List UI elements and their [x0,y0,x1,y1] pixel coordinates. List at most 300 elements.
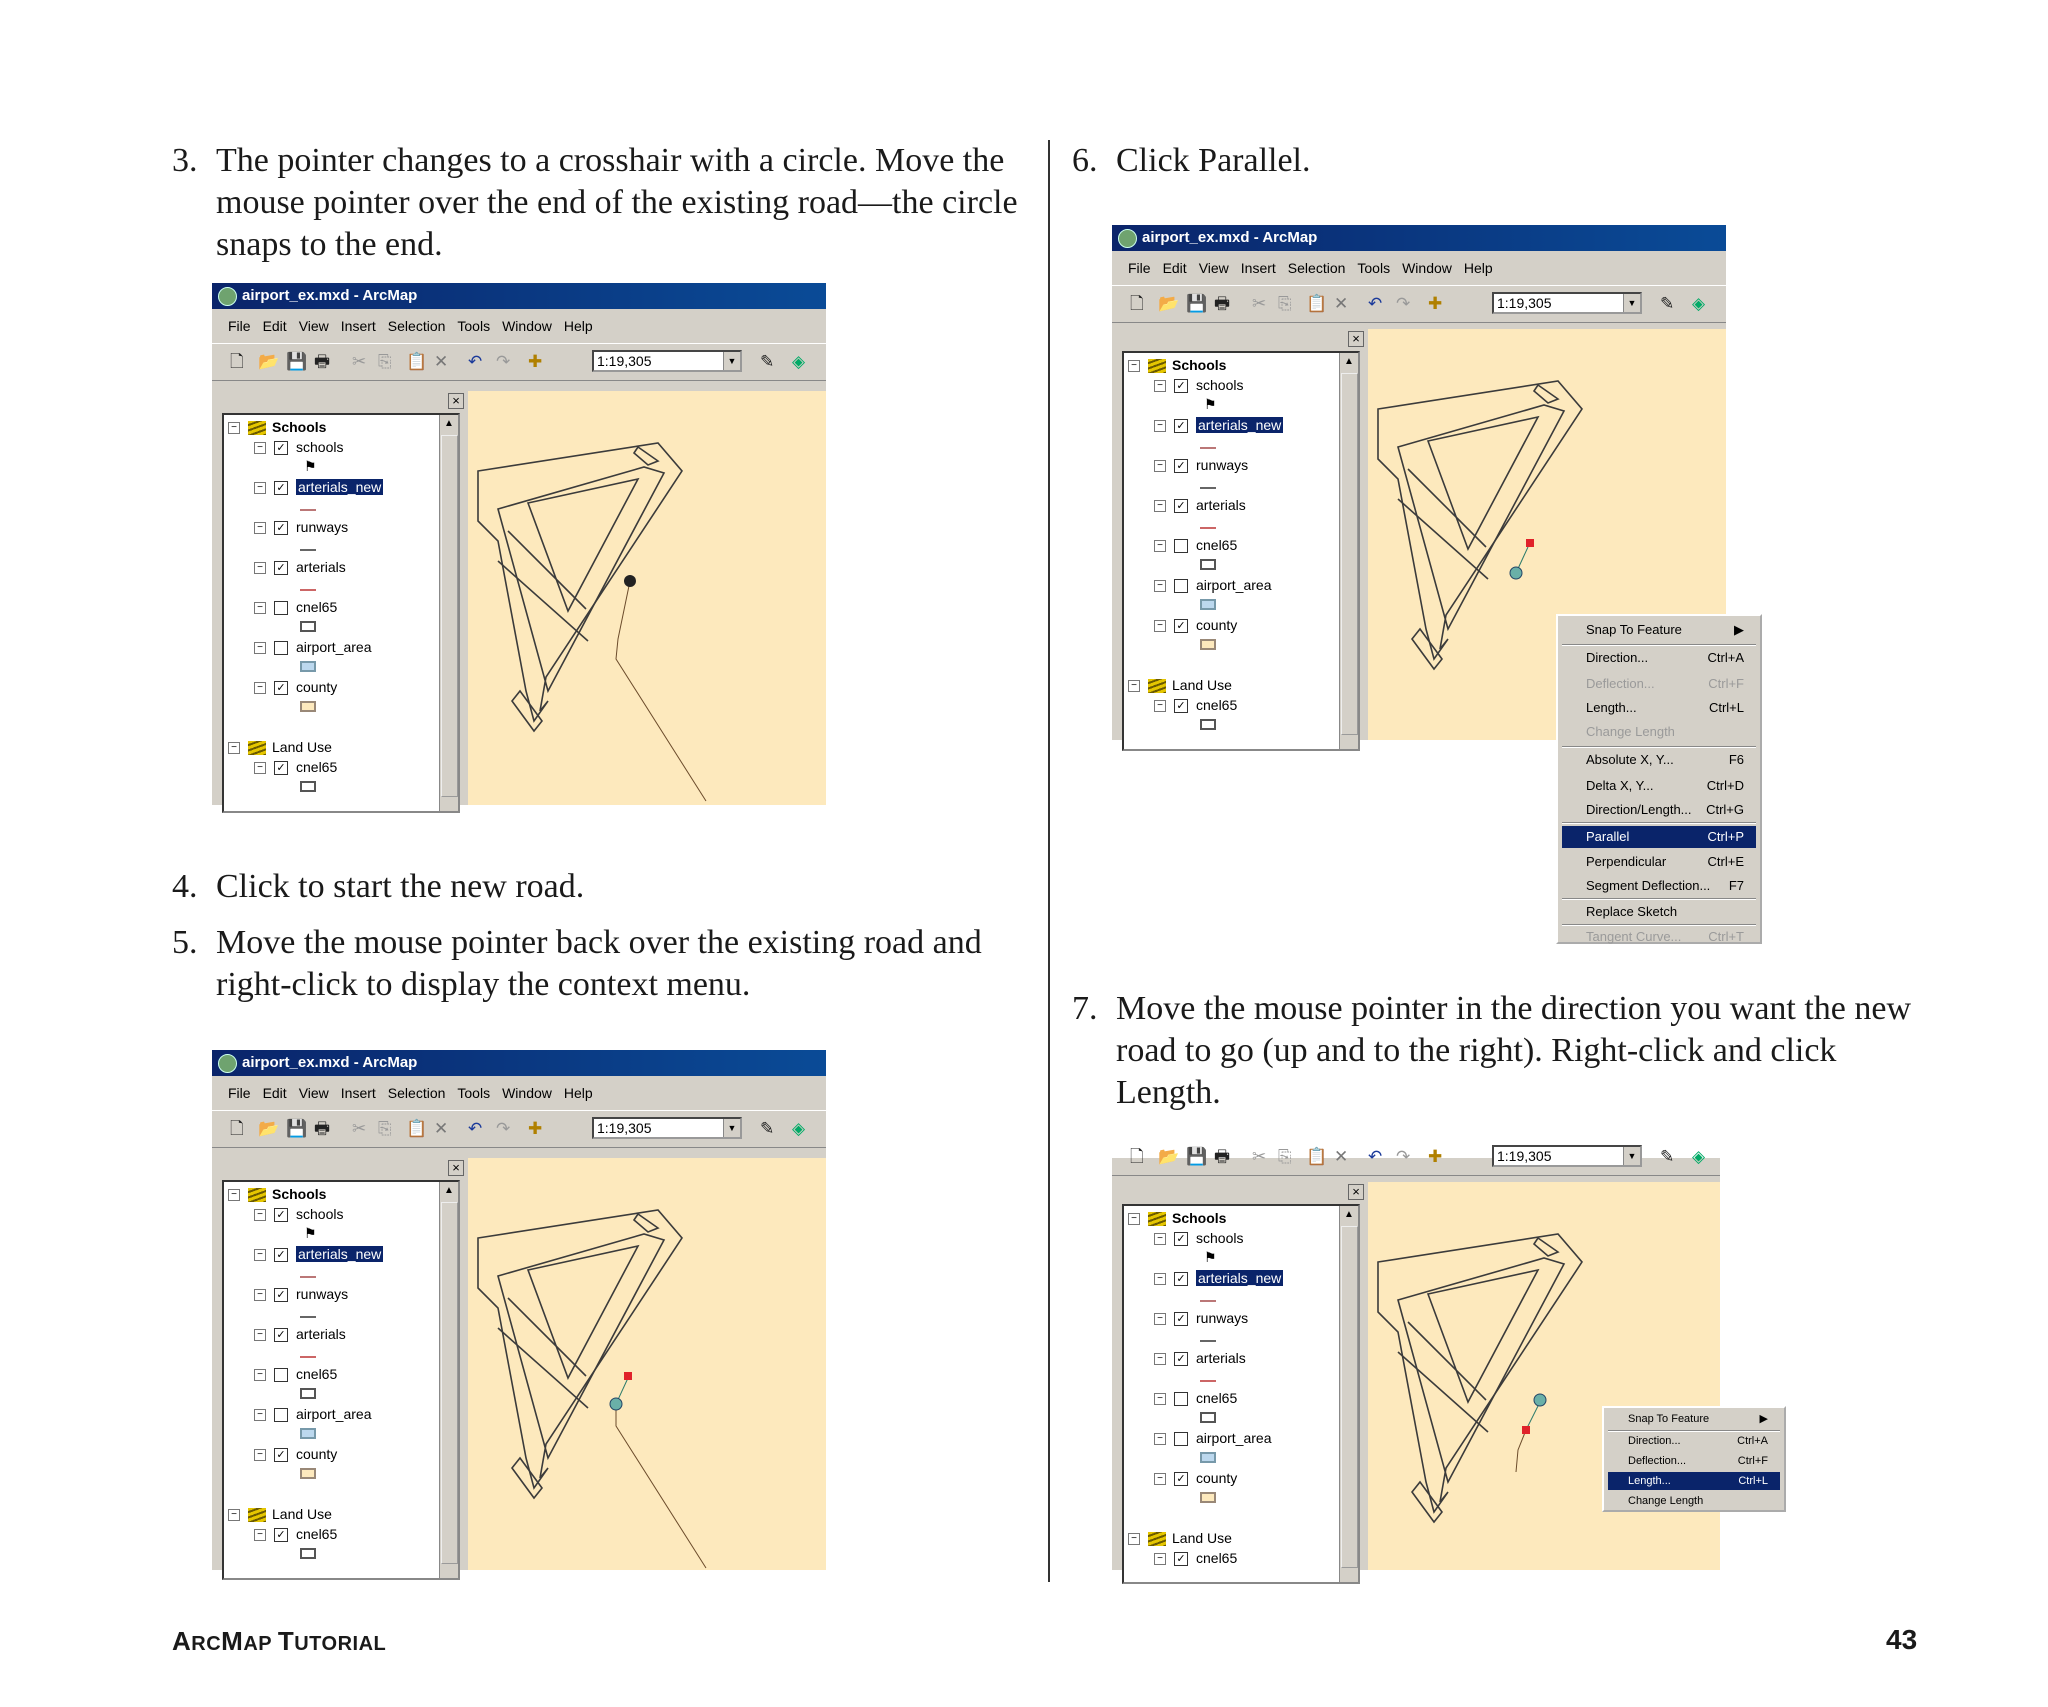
line-symbol [300,509,316,511]
layer-checkbox[interactable]: ✓ [274,1288,288,1302]
paste-icon[interactable]: 📋 [406,352,428,371]
layer-cnel65-landuse[interactable]: cnel65 [296,759,338,775]
layer-county[interactable]: county [1196,617,1238,633]
menu-tools[interactable]: Tools [457,318,491,334]
collapse-icon[interactable]: − [1154,1473,1166,1485]
collapse-icon[interactable]: − [254,482,266,494]
line-symbol [300,1316,316,1318]
menu-tools[interactable]: Tools [457,1085,491,1101]
collapse-icon[interactable]: − [1154,1313,1166,1325]
collapse-icon[interactable]: − [1154,1553,1166,1565]
menu-selection[interactable]: Selection [387,1085,446,1101]
menu-item-delta-xy[interactable]: Delta X, Y... Ctrl+D [1586,778,1744,793]
menu-help[interactable]: Help [563,318,593,334]
layer-cnel65[interactable]: cnel65 [296,599,338,615]
menu-item-change-length[interactable]: Change Length [1628,1495,1704,1507]
add-data-icon[interactable]: ✚ [1428,294,1443,313]
layer-cnel65[interactable]: cnel65 [1196,537,1238,553]
menu-bar [212,1078,826,1108]
layer-runways[interactable]: runways [1196,457,1249,473]
column-divider [1048,140,1050,1582]
map-scale-box[interactable]: 1:19,305 ▼ [1492,292,1642,314]
menu-item-direction-length[interactable]: Direction/Length... Ctrl+G [1586,802,1744,817]
layer-arterials[interactable]: arterials [296,1326,346,1342]
collapse-icon[interactable]: − [1128,680,1140,692]
delete-icon[interactable]: ✕ [1334,294,1349,313]
arctoolbox-icon[interactable]: ◈ [792,1119,806,1138]
collapse-icon[interactable]: − [1154,500,1166,512]
layer-checkbox[interactable]: ✓ [274,1328,288,1342]
line-symbol [1200,1300,1216,1302]
layer-airport-area[interactable]: airport_area [1196,1430,1272,1446]
layer-runways[interactable]: runways [296,1286,349,1302]
line-symbol [1200,527,1216,529]
print-icon[interactable]: 🖶 [314,352,331,371]
school-flag-icon: ⚑ [304,1225,317,1241]
line-symbol [300,1276,316,1278]
layer-group-icon [1148,1532,1166,1546]
open-icon[interactable]: 📂 [258,352,280,371]
layer-checkbox[interactable] [274,1408,288,1422]
layer-checkbox[interactable]: ✓ [1174,1552,1188,1566]
toc-close-icon[interactable]: × [1348,331,1364,347]
map-scale-box[interactable]: 1:19,305 ▼ [592,350,742,372]
menu-item-length[interactable]: Length... Ctrl+L [1586,700,1744,715]
menu-item-replace-sketch[interactable]: Replace Sketch [1586,904,1678,919]
menu-window[interactable]: Window [502,318,552,334]
standard-toolbar [1112,285,1726,323]
page-number: 43 [1886,1624,1918,1655]
polygon-symbol [300,661,316,672]
save-icon[interactable]: 💾 [286,352,308,371]
new-icon[interactable]: 🗋 [1130,1147,1144,1166]
scroll-thumb[interactable] [441,1202,458,1564]
editor-toolbar-icon[interactable]: ✎ [1660,1147,1675,1166]
collapse-icon[interactable]: − [254,762,266,774]
school-flag-icon: ⚑ [304,458,317,474]
menu-help[interactable]: Help [563,1085,593,1101]
arcmap-icon [1118,229,1137,248]
toc-scrollbar[interactable] [439,1182,458,1578]
collapse-icon[interactable]: − [254,1209,266,1221]
menu-file[interactable]: File [1128,260,1151,276]
menu-help[interactable]: Help [1463,260,1493,276]
map-scale-box[interactable]: 1:19,305 ▼ [1492,1145,1642,1167]
step-6-text: Click Parallel. [1116,142,1311,179]
menu-item-perpendicular[interactable]: Perpendicular Ctrl+E [1586,854,1744,869]
standard-toolbar [1112,1138,1720,1176]
collapse-icon[interactable]: − [1154,700,1166,712]
layer-cnel65-landuse[interactable]: cnel65 [1196,697,1238,713]
paste-icon[interactable]: 📋 [406,1119,428,1138]
menu-file[interactable]: File [228,1085,251,1101]
menu-separator [1562,644,1756,646]
cut-icon[interactable]: ✂ [352,352,367,371]
paste-icon[interactable]: 📋 [1306,1147,1328,1166]
menu-separator [1562,746,1756,748]
layer-checkbox[interactable]: ✓ [1174,619,1188,633]
menu-separator [1562,924,1756,926]
group-schools[interactable]: Schools [1172,1210,1227,1226]
arcmap-window-step7 [1112,1147,1768,1570]
group-schools[interactable]: Schools [272,419,327,435]
print-icon[interactable]: 🖶 [1214,294,1231,313]
group-land-use[interactable]: Land Use [272,1506,332,1522]
layer-arterials-new[interactable]: arterials_new [298,1246,382,1262]
collapse-icon[interactable]: − [228,1509,240,1521]
group-schools[interactable]: Schools [272,1186,327,1202]
collapse-icon[interactable]: − [228,422,240,434]
redo-icon[interactable]: ↷ [496,1119,511,1138]
polygon-symbol [300,1548,316,1559]
layer-group-icon [248,1508,266,1522]
toc-scrollbar[interactable] [439,415,458,811]
collapse-icon[interactable]: − [254,602,266,614]
arctoolbox-icon[interactable]: ◈ [1692,294,1706,313]
menu-edit[interactable]: Edit [1162,260,1187,276]
collapse-icon[interactable]: − [254,1369,266,1381]
menu-edit[interactable]: Edit [262,318,287,334]
layer-group-icon [1148,679,1166,693]
new-icon[interactable]: 🗋 [1130,294,1144,313]
layer-county[interactable]: county [1196,1470,1238,1486]
collapse-icon[interactable]: − [1154,540,1166,552]
line-symbol [1200,487,1216,489]
cut-icon[interactable]: ✂ [352,1119,367,1138]
table-of-contents [1122,351,1360,751]
collapse-icon[interactable]: − [254,1449,266,1461]
layer-airport-area[interactable]: airport_area [1196,577,1272,593]
map-scale-box[interactable]: 1:19,305 ▼ [592,1117,742,1139]
polygon-symbol [1200,559,1216,570]
layer-checkbox[interactable] [1174,579,1188,593]
layer-cnel65-landuse[interactable]: cnel65 [1196,1550,1238,1566]
menu-item-segment-deflection[interactable]: Segment Deflection... F7 [1586,878,1744,893]
layer-cnel65[interactable]: cnel65 [296,1366,338,1382]
layer-checkbox[interactable]: ✓ [1174,1272,1188,1286]
menu-view[interactable]: View [298,318,329,334]
layer-checkbox[interactable] [274,601,288,615]
sketch-vertex-icon [1526,539,1534,547]
menu-item-length[interactable]: Length... Ctrl+L [1608,1472,1780,1490]
collapse-icon[interactable]: − [1154,1273,1166,1285]
editor-toolbar-icon[interactable]: ✎ [760,1119,775,1138]
redo-icon[interactable]: ↷ [1396,294,1411,313]
title-bar: airport_ex.mxd - ArcMap [212,283,826,309]
layer-checkbox[interactable]: ✓ [1174,1472,1188,1486]
layer-runways[interactable]: runways [296,519,349,535]
add-data-icon[interactable]: ✚ [528,352,543,371]
layer-checkbox[interactable]: ✓ [274,1248,288,1262]
delete-icon[interactable]: ✕ [434,1119,449,1138]
toc-close-icon[interactable]: × [448,1160,464,1176]
menu-item-change-length[interactable]: Change Length [1586,724,1675,739]
table-of-contents [222,413,460,813]
layer-county[interactable]: county [296,679,338,695]
layer-checkbox[interactable]: ✓ [274,1528,288,1542]
collapse-icon[interactable]: − [1154,620,1166,632]
layer-checkbox[interactable]: ✓ [274,1448,288,1462]
menu-insert[interactable]: Insert [1240,260,1276,276]
title-bar: airport_ex.mxd - ArcMap [212,1050,826,1076]
line-symbol [300,1356,316,1358]
menu-edit[interactable]: Edit [262,1085,287,1101]
print-icon[interactable]: 🖶 [1214,1147,1231,1166]
collapse-icon[interactable]: − [228,742,240,754]
layer-schools[interactable]: schools [296,439,344,455]
collapse-icon[interactable]: − [1154,580,1166,592]
menu-tools[interactable]: Tools [1357,260,1391,276]
paste-icon[interactable]: 📋 [1306,294,1328,313]
collapse-icon[interactable]: − [254,1249,266,1261]
layer-arterials[interactable]: arterials [1196,497,1246,513]
collapse-icon[interactable]: − [254,1289,266,1301]
standard-toolbar [212,343,826,381]
collapse-icon[interactable]: − [228,1189,240,1201]
collapse-icon[interactable]: − [1154,420,1166,432]
redo-icon[interactable]: ↷ [496,352,511,371]
layer-group-icon [1148,1212,1166,1226]
scroll-thumb[interactable] [441,435,458,797]
step-4-text: Click to start the new road. [216,868,585,905]
copy-icon[interactable]: ⎘ [378,352,392,371]
layer-county[interactable]: county [296,1446,338,1462]
cut-icon[interactable]: ✂ [1252,294,1267,313]
step-5-text: Move the mouse pointer back over the existing road and right-click to display the context menu. [216,924,982,1003]
layer-airport-area[interactable]: airport_area [296,1406,372,1422]
delete-icon[interactable]: ✕ [1334,1147,1349,1166]
layer-checkbox[interactable]: ✓ [1174,379,1188,393]
scroll-up-icon[interactable]: ▲ [1344,1209,1354,1220]
polygon-symbol [1200,1452,1216,1463]
chevron-down-icon[interactable]: ▼ [1623,1147,1640,1165]
collapse-icon[interactable]: − [1154,1433,1166,1445]
menu-separator [1562,898,1756,900]
collapse-icon[interactable]: − [1128,1213,1140,1225]
undo-icon[interactable]: ↶ [1368,1147,1383,1166]
print-icon[interactable]: 🖶 [314,1119,331,1138]
school-flag-icon: ⚑ [1204,1249,1217,1265]
step-4: 4. Click to start the new road. [172,866,1022,908]
layer-arterials-new[interactable]: arterials_new [298,479,382,495]
layer-arterials-new[interactable]: arterials_new [1198,417,1282,433]
group-land-use[interactable]: Land Use [1172,677,1232,693]
layer-group-icon [248,1188,266,1202]
menu-window[interactable]: Window [502,1085,552,1101]
arcmap-icon [218,287,237,306]
collapse-icon[interactable]: − [254,1329,266,1341]
menu-selection[interactable]: Selection [1287,260,1346,276]
collapse-icon[interactable]: − [1154,1233,1166,1245]
map-display[interactable] [468,391,826,805]
layer-arterials-new[interactable]: arterials_new [1198,1270,1282,1286]
menu-item-direction[interactable]: Direction... Ctrl+A [1628,1435,1768,1447]
toc-close-icon[interactable]: × [448,393,464,409]
collapse-icon[interactable]: − [254,562,266,574]
table-of-contents [1122,1204,1360,1584]
new-icon[interactable]: 🗋 [230,352,244,371]
menu-view[interactable]: View [1198,260,1229,276]
editor-toolbar-icon[interactable]: ✎ [1660,294,1675,313]
menu-item-tangent-curve[interactable]: Tangent Curve... Ctrl+T [1586,929,1744,944]
add-data-icon[interactable]: ✚ [1428,1147,1443,1166]
collapse-icon[interactable]: − [254,522,266,534]
collapse-icon[interactable]: − [1128,1533,1140,1545]
line-symbol [300,549,316,551]
chevron-down-icon[interactable]: ▼ [723,352,740,370]
layer-checkbox[interactable]: ✓ [1174,499,1188,513]
layer-checkbox[interactable] [274,1368,288,1382]
polygon-symbol [1200,639,1216,650]
layer-checkbox[interactable]: ✓ [274,1208,288,1222]
layer-checkbox[interactable]: ✓ [274,441,288,455]
group-land-use[interactable]: Land Use [272,739,332,755]
save-icon[interactable]: 💾 [286,1119,308,1138]
layer-checkbox[interactable]: ✓ [1174,1232,1188,1246]
menu-file[interactable]: File [228,318,251,334]
polygon-symbol [300,1388,316,1399]
polygon-symbol [1200,1492,1216,1503]
cut-icon[interactable]: ✂ [1252,1147,1267,1166]
line-symbol [1200,1340,1216,1342]
menu-window[interactable]: Window [1402,260,1452,276]
copy-icon[interactable]: ⎘ [1278,1147,1292,1166]
toc-close-icon[interactable]: × [1348,1184,1364,1200]
arctoolbox-icon[interactable]: ◈ [792,352,806,371]
menu-selection[interactable]: Selection [387,318,446,334]
chevron-down-icon[interactable]: ▼ [723,1119,740,1137]
layer-checkbox[interactable]: ✓ [274,521,288,535]
layer-checkbox[interactable] [1174,1392,1188,1406]
layer-group-icon [248,741,266,755]
save-icon[interactable]: 💾 [1186,1147,1208,1166]
layer-runways[interactable]: runways [1196,1310,1249,1326]
step-5: 5. Move the mouse pointer back over the existing road and right-click to display the context menu. [172,922,1022,1006]
layer-checkbox[interactable]: ✓ [274,681,288,695]
undo-icon[interactable]: ↶ [1368,294,1383,313]
snap-circle-icon [1510,567,1522,579]
editor-toolbar-icon[interactable]: ✎ [760,352,775,371]
layer-cnel65-landuse[interactable]: cnel65 [296,1526,338,1542]
group-schools[interactable]: Schools [1172,357,1227,373]
layer-checkbox[interactable]: ✓ [274,481,288,495]
layer-checkbox[interactable]: ✓ [1174,459,1188,473]
polygon-symbol [1200,719,1216,730]
collapse-icon[interactable]: − [254,1409,266,1421]
open-icon[interactable]: 📂 [258,1119,280,1138]
collapse-icon[interactable]: − [254,682,266,694]
title-bar: airport_ex.mxd - ArcMap [1112,225,1726,251]
menu-item-absolute-xy[interactable]: Absolute X, Y... F6 [1586,752,1744,767]
menu-view[interactable]: View [298,1085,329,1101]
add-data-icon[interactable]: ✚ [528,1119,543,1138]
layer-checkbox[interactable]: ✓ [1174,419,1188,433]
arctoolbox-icon[interactable]: ◈ [1692,1147,1706,1166]
toc-scrollbar[interactable] [1339,353,1358,749]
menu-bar [1112,253,1726,283]
road-map [468,1158,826,1570]
collapse-icon[interactable]: − [254,642,266,654]
layer-schools[interactable]: schools [296,1206,344,1222]
layer-checkbox[interactable]: ✓ [1174,1312,1188,1326]
save-icon[interactable]: 💾 [1186,294,1208,313]
menu-separator [1562,822,1756,824]
menu-insert[interactable]: Insert [340,318,376,334]
collapse-icon[interactable]: − [254,1529,266,1541]
step-7: 7. Move the mouse pointer in the direction you want the new road to go (up and to the right). Right-click and click Length. [1072,988,1922,1114]
road-map [468,391,826,805]
menu-item-parallel[interactable]: Parallel Ctrl+P [1562,826,1756,848]
collapse-icon[interactable]: − [254,442,266,454]
menu-item-direction[interactable]: Direction... Ctrl+A [1586,650,1744,665]
layer-group-icon [1148,359,1166,373]
line-symbol [1200,1380,1216,1382]
step-3: 3. The pointer changes to a crosshair with a circle. Move the mouse pointer over the end of the existing road—the circle snaps to the end. [172,140,1022,266]
polygon-symbol [300,1468,316,1479]
chevron-down-icon[interactable]: ▼ [1623,294,1640,312]
copy-icon[interactable]: ⎘ [1278,294,1292,313]
scroll-up-icon[interactable]: ▲ [1344,356,1354,367]
open-icon[interactable]: 📂 [1158,1147,1180,1166]
polygon-symbol [300,621,316,632]
layer-airport-area[interactable]: airport_area [296,639,372,655]
menu-item-deflection[interactable]: Deflection... Ctrl+F [1628,1455,1768,1467]
layer-group-icon [248,421,266,435]
layer-checkbox[interactable]: ✓ [274,561,288,575]
redo-icon[interactable]: ↷ [1396,1147,1411,1166]
toc-scrollbar[interactable] [1339,1206,1358,1582]
school-flag-icon: ⚑ [1204,396,1217,412]
copy-icon[interactable]: ⎘ [378,1119,392,1138]
menu-item-deflection[interactable]: Deflection... Ctrl+F [1586,676,1744,691]
line-symbol [300,589,316,591]
open-icon[interactable]: 📂 [1158,294,1180,313]
layer-checkbox[interactable]: ✓ [1174,1352,1188,1366]
layer-checkbox[interactable]: ✓ [1174,699,1188,713]
delete-icon[interactable]: ✕ [434,352,449,371]
menu-item-snap-to-feature[interactable]: Snap To Feature ▶ [1608,1410,1780,1428]
layer-arterials[interactable]: arterials [1196,1350,1246,1366]
layer-schools[interactable]: schools [1196,377,1244,393]
map-display[interactable] [468,1158,826,1570]
menu-insert[interactable]: Insert [340,1085,376,1101]
scroll-thumb[interactable] [1341,373,1358,735]
menu-item-snap-to-feature[interactable]: Snap To Feature ▶ [1562,620,1756,640]
layer-checkbox[interactable] [274,641,288,655]
layer-checkbox[interactable] [1174,1432,1188,1446]
undo-icon[interactable]: ↶ [468,1119,483,1138]
collapse-icon[interactable]: − [1154,1393,1166,1405]
scroll-up-icon[interactable]: ▲ [444,418,454,429]
layer-arterials[interactable]: arterials [296,559,346,575]
new-icon[interactable]: 🗋 [230,1119,244,1138]
collapse-icon[interactable]: − [1154,1353,1166,1365]
collapse-icon[interactable]: − [1128,360,1140,372]
book-title: ARCMAP TUTORIAL [172,1626,387,1656]
layer-checkbox[interactable] [1174,539,1188,553]
step-6: 6. Click Parallel. [1072,140,1922,182]
scroll-thumb[interactable] [1341,1226,1358,1568]
scroll-up-icon[interactable]: ▲ [444,1185,454,1196]
layer-cnel65[interactable]: cnel65 [1196,1390,1238,1406]
layer-checkbox[interactable]: ✓ [274,761,288,775]
chevron-right-icon: ▶ [1759,1413,1768,1425]
collapse-icon[interactable]: − [1154,460,1166,472]
layer-schools[interactable]: schools [1196,1230,1244,1246]
undo-icon[interactable]: ↶ [468,352,483,371]
group-land-use[interactable]: Land Use [1172,1530,1232,1546]
collapse-icon[interactable]: − [1154,380,1166,392]
